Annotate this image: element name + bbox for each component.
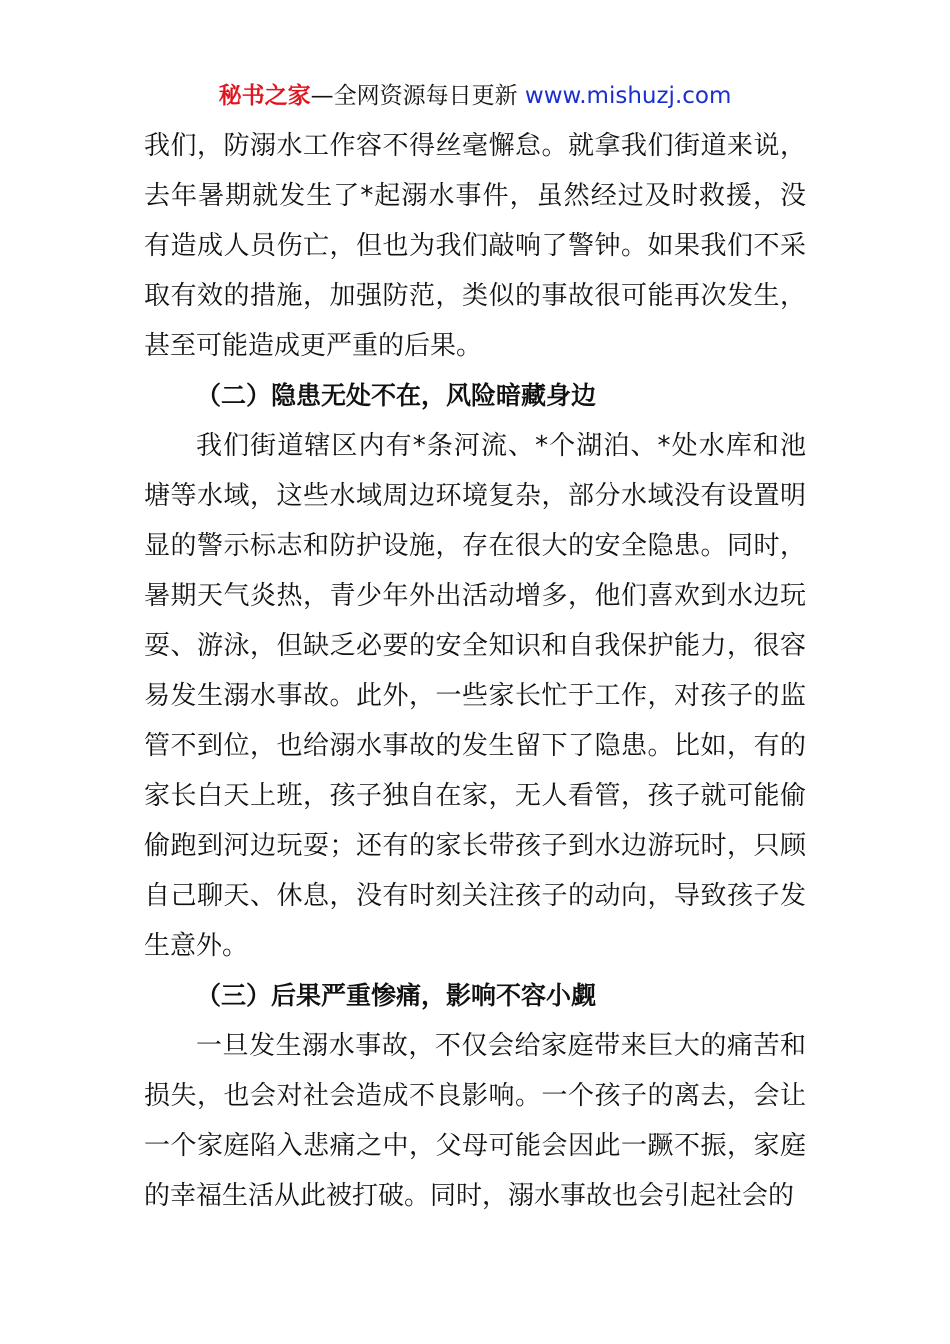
section-heading-2: （二）隐患无处不在，风险暗藏身边 <box>196 381 597 410</box>
page-header <box>0 80 950 112</box>
paragraph-consequences: 一旦发生溺水事故，不仅会给家庭带来巨大的痛苦和损失，也会对社会造成不良影响。一个孩子的离去，会让一个家庭陷入悲痛之中，父母可能会因此一蹶不振，家庭的幸福生活从此被打破。同时，溺水事故也会引起社会的 <box>144 1031 806 1211</box>
document-body <box>144 121 806 1221</box>
site-brand: 秘书之家 <box>218 83 311 109</box>
paragraph-hazards: 我们街道辖区内有*条河流、*个湖泊、*处水库和池塘等水域，这些水域周边环境复杂，部分水域没有设置明显的警示标志和防护设施，存在很大的安全隐患。同时，暑期天气炎热，青少年外出活动增多，他们喜欢到水边玩耍、游泳，但缺乏必要的安全知识和自我保护能力，很容易发生溺水事故。此外，一些家长忙于工作，对孩子的监管不到位，也给溺水事故的发生留下了隐患。比如，有的家长白天上班，孩子独自在家，无人看管，孩子就可能偷偷跑到河边玩耍；还有的家长带孩子到水边游玩时，只顾自己聊天、休息，没有时刻关注孩子的动向，导致孩子发生意外。 <box>144 431 806 961</box>
section-heading-3: （三）后果严重惨痛，影响不容小觑 <box>196 981 597 1010</box>
site-url[interactable]: www.mishuzj.com <box>524 83 732 109</box>
site-tagline: —全网资源每日更新 <box>310 83 525 109</box>
paragraph-continuation: 我们，防溺水工作容不得丝毫懈怠。就拿我们街道来说，去年暑期就发生了*起溺水事件，虽然经过及时救援，没有造成人员伤亡，但也为我们敲响了警钟。如果我们不采取有效的措施，加强防范，类似的事故很可能再次发生，甚至可能造成更严重的后果。 <box>144 131 806 361</box>
